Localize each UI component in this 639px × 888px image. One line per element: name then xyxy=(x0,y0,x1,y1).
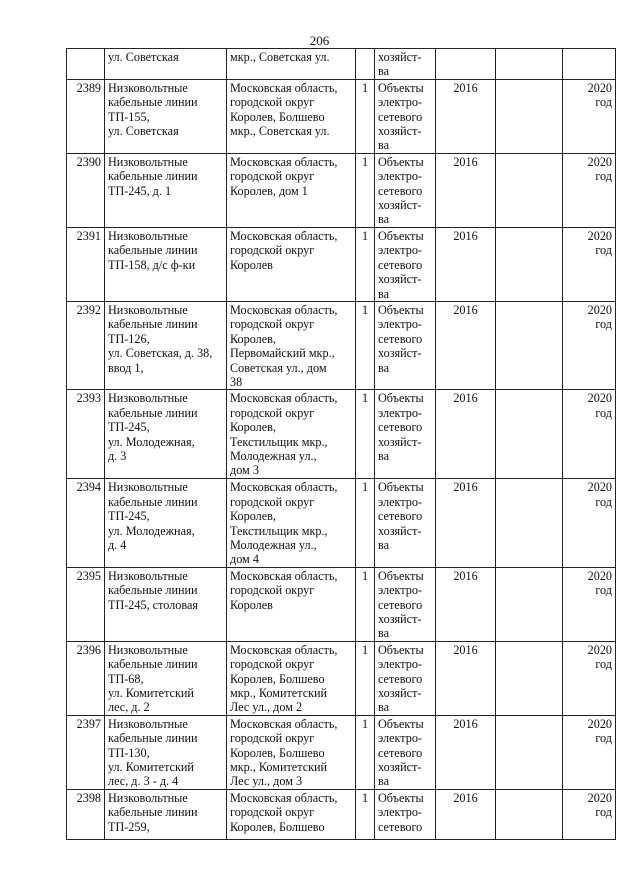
cell-num xyxy=(67,390,105,479)
text-line: Московская область, xyxy=(230,480,338,495)
text-line: сетевого xyxy=(378,509,423,524)
cell-end xyxy=(563,301,616,389)
cell-type xyxy=(375,641,436,715)
text-line: Королев, Болшево xyxy=(230,109,325,124)
cell-type xyxy=(375,715,436,789)
text-line: 2390 xyxy=(76,154,101,169)
text-line: ва xyxy=(378,286,390,301)
cell-year xyxy=(436,567,496,641)
text-line: городской округ xyxy=(230,169,315,184)
text-line: кабельные линии xyxy=(108,731,198,746)
text-line: кабельные линии xyxy=(108,583,198,598)
cell-address xyxy=(227,153,356,227)
text-line: 2016 xyxy=(453,391,478,406)
cell-empty xyxy=(496,641,563,715)
text-line: 2397 xyxy=(76,716,101,731)
text-line: мкр., Комитетский xyxy=(230,686,328,701)
cell-name xyxy=(105,301,227,389)
cell-num xyxy=(67,79,105,153)
text-line: городской округ xyxy=(230,317,315,332)
text-line: кабельные линии xyxy=(108,805,198,820)
cell-year xyxy=(436,390,496,479)
text-line: ТП-155, xyxy=(108,109,150,124)
text-line: городской округ xyxy=(230,95,315,110)
text-line: ва xyxy=(378,774,390,789)
text-line: 2020 xyxy=(587,642,612,657)
text-line: Московская область, xyxy=(230,790,338,805)
text-line: электро- xyxy=(378,731,422,746)
text-line: хозяйст- xyxy=(378,523,422,538)
cell-address xyxy=(227,641,356,715)
text-line: ул. Молодежная, xyxy=(108,434,195,449)
cell-year xyxy=(436,641,496,715)
cell-qty xyxy=(356,301,375,389)
text-line: Низковольтные xyxy=(108,154,188,169)
text-line: Московская область, xyxy=(230,642,338,657)
text-line: год xyxy=(595,95,612,110)
text-line: Королев xyxy=(230,597,273,612)
text-line: электро- xyxy=(378,657,422,672)
cell-num xyxy=(67,153,105,227)
text-line: сетевого xyxy=(378,671,423,686)
text-line: электро- xyxy=(378,317,422,332)
text-line: Московская область, xyxy=(230,302,338,317)
text-line: электро- xyxy=(378,805,422,820)
text-line: мкр., Советская ул. xyxy=(230,124,330,139)
text-line: ТП-245, столовая xyxy=(108,597,198,612)
text-line: кабельные линии xyxy=(108,317,198,332)
text-line: 2392 xyxy=(76,302,101,317)
text-line: Объекты xyxy=(378,568,424,583)
cell-empty xyxy=(496,715,563,789)
text-line: Советская ул., дом xyxy=(230,360,327,375)
cell-type xyxy=(375,79,436,153)
text-line: 2020 xyxy=(587,302,612,317)
cell-type xyxy=(375,479,436,567)
text-line: ТП-245, xyxy=(108,509,150,524)
text-line: Низковольтные xyxy=(108,716,188,731)
table-row xyxy=(67,227,616,301)
text-line: 2016 xyxy=(453,80,478,95)
text-line: 2020 xyxy=(587,480,612,495)
text-line: мкр., Комитетский xyxy=(230,760,328,775)
text-line: 2020 xyxy=(587,154,612,169)
text-line: Объекты xyxy=(378,80,424,95)
text-line: Королев, Болшево xyxy=(230,819,325,834)
table-row xyxy=(67,641,616,715)
text-line: сетевого xyxy=(378,109,423,124)
cell-year xyxy=(436,79,496,153)
text-line: 2016 xyxy=(453,228,478,243)
text-line: ул. Советская xyxy=(108,124,179,139)
text-line: 2016 xyxy=(453,480,478,495)
text-line: ТП-68, xyxy=(108,671,144,686)
text-line: Низковольтные xyxy=(108,391,188,406)
cell-empty xyxy=(496,153,563,227)
cell-address xyxy=(227,79,356,153)
text-line: ул. Советская, д. 38, xyxy=(108,346,213,361)
cell-end xyxy=(563,567,616,641)
text-line: сетевого xyxy=(378,331,423,346)
cell-empty xyxy=(496,301,563,389)
text-line: электро- xyxy=(378,169,422,184)
text-line: сетевого xyxy=(378,819,423,834)
text-line: 2016 xyxy=(453,568,478,583)
text-line: Лес ул., дом 3 xyxy=(230,774,303,789)
text-line: 1 xyxy=(361,228,369,243)
text-line: 1 xyxy=(361,568,369,583)
text-line: 2020 xyxy=(587,568,612,583)
cell-name xyxy=(105,789,227,839)
cell-year xyxy=(436,153,496,227)
continuation-row xyxy=(67,49,616,80)
text-line: Королев, дом 1 xyxy=(230,183,308,198)
cell-address xyxy=(227,49,356,80)
cell-empty xyxy=(496,789,563,839)
table-row xyxy=(67,789,616,839)
cell-end xyxy=(563,641,616,715)
table-row xyxy=(67,567,616,641)
cell-qty xyxy=(356,227,375,301)
cell-year xyxy=(436,49,496,80)
cell-end xyxy=(563,153,616,227)
text-line: Низковольтные xyxy=(108,480,188,495)
cell-name xyxy=(105,715,227,789)
text-line: 2016 xyxy=(453,790,478,805)
text-line: городской округ xyxy=(230,243,315,258)
cell-address xyxy=(227,301,356,389)
cell-type xyxy=(375,227,436,301)
text-line: хозяйст- xyxy=(378,612,422,626)
text-line: ва xyxy=(378,537,390,552)
text-line: Объекты xyxy=(378,154,424,169)
cell-empty xyxy=(496,390,563,479)
text-line: хозяйст- xyxy=(378,272,422,287)
text-line: кабельные линии xyxy=(108,657,198,672)
text-line: хозяйст- xyxy=(378,686,422,701)
text-line: 1 xyxy=(361,790,369,805)
text-line: дом 3 xyxy=(230,463,259,478)
table-row xyxy=(67,79,616,153)
text-line: Королев, xyxy=(230,509,276,524)
text-line: ва xyxy=(378,212,390,227)
cell-type xyxy=(375,49,436,80)
text-line: электро- xyxy=(378,243,422,258)
text-line: 2020 xyxy=(587,391,612,406)
text-line: городской округ xyxy=(230,657,315,672)
text-line: Низковольтные xyxy=(108,80,188,95)
text-line: год xyxy=(595,169,612,184)
cell-year xyxy=(436,301,496,389)
cell-num xyxy=(67,567,105,641)
text-line: Текстильщик мкр., xyxy=(230,434,328,449)
text-line: ва xyxy=(378,626,390,641)
text-line: кабельные линии xyxy=(108,494,198,509)
text-line: 1 xyxy=(361,716,369,731)
text-line: 2016 xyxy=(453,154,478,169)
cell-end xyxy=(563,789,616,839)
text-line: ва xyxy=(378,700,390,715)
text-line: 2020 xyxy=(587,716,612,731)
cell-empty xyxy=(496,479,563,567)
cell-qty xyxy=(356,567,375,641)
text-line: Объекты xyxy=(378,228,424,243)
text-line: сетевого xyxy=(378,420,423,435)
table-row xyxy=(67,153,616,227)
text-line: д. 4 xyxy=(108,537,127,552)
text-line: Объекты xyxy=(378,790,424,805)
text-line: 2020 xyxy=(587,228,612,243)
text-line: 1 xyxy=(361,642,369,657)
text-line: ТП-245, xyxy=(108,420,150,435)
text-line: ул. Комитетский xyxy=(108,760,194,775)
text-line: 2398 xyxy=(76,790,101,805)
text-line: Низковольтные xyxy=(108,790,188,805)
table-row xyxy=(67,301,616,389)
text-line: мкр., Советская ул. xyxy=(230,50,330,64)
text-line: 2016 xyxy=(453,302,478,317)
cell-address xyxy=(227,789,356,839)
text-line: год xyxy=(595,494,612,509)
text-line: 2020 xyxy=(587,790,612,805)
text-line: Объекты xyxy=(378,480,424,495)
cell-year xyxy=(436,479,496,567)
cell-end xyxy=(563,479,616,567)
text-line: ул. Молодежная, xyxy=(108,523,195,538)
text-line: ТП-126, xyxy=(108,331,150,346)
cell-address xyxy=(227,567,356,641)
cell-year xyxy=(436,715,496,789)
text-line: год xyxy=(595,405,612,420)
text-line: кабельные линии xyxy=(108,95,198,110)
text-line: Королев, xyxy=(230,420,276,435)
cell-end xyxy=(563,715,616,789)
text-line: городской округ xyxy=(230,731,315,746)
text-line: лес, д. 3 - д. 4 xyxy=(108,774,179,789)
registry-table xyxy=(66,48,616,840)
text-line: ул. Советская xyxy=(108,50,179,64)
cell-type xyxy=(375,789,436,839)
cell-qty xyxy=(356,390,375,479)
cell-address xyxy=(227,715,356,789)
text-line: 2395 xyxy=(76,568,101,583)
text-line: Московская область, xyxy=(230,228,338,243)
text-line: электро- xyxy=(378,95,422,110)
text-line: хозяйст- xyxy=(378,760,422,775)
text-line: хозяйст- xyxy=(378,50,422,64)
text-line: год xyxy=(595,657,612,672)
cell-qty xyxy=(356,641,375,715)
text-line: Королев, Болшево xyxy=(230,671,325,686)
text-line: городской округ xyxy=(230,805,315,820)
cell-num xyxy=(67,789,105,839)
text-line: ва xyxy=(378,138,390,153)
text-line: Королев, xyxy=(230,331,276,346)
text-line: ТП-245, д. 1 xyxy=(108,183,172,198)
cell-name xyxy=(105,641,227,715)
text-line: 2016 xyxy=(453,716,478,731)
text-line: 2394 xyxy=(76,480,101,495)
text-line: д. 3 xyxy=(108,448,127,463)
text-line: Московская область, xyxy=(230,568,338,583)
cell-name xyxy=(105,153,227,227)
text-line: 1 xyxy=(361,302,369,317)
cell-empty xyxy=(496,227,563,301)
text-line: год xyxy=(595,805,612,820)
cell-num xyxy=(67,49,105,80)
text-line: Московская область, xyxy=(230,80,338,95)
cell-end xyxy=(563,49,616,80)
cell-qty xyxy=(356,79,375,153)
text-line: 2391 xyxy=(76,228,101,243)
cell-type xyxy=(375,153,436,227)
text-line: городской округ xyxy=(230,405,315,420)
cell-qty xyxy=(356,49,375,80)
text-line: Низковольтные xyxy=(108,568,188,583)
text-line: хозяйст- xyxy=(378,346,422,361)
cell-address xyxy=(227,390,356,479)
cell-type xyxy=(375,301,436,389)
text-line: хозяйст- xyxy=(378,198,422,213)
text-line: Первомайский мкр., xyxy=(230,346,335,361)
cell-qty xyxy=(356,789,375,839)
text-line: Низковольтные xyxy=(108,302,188,317)
text-line: 2020 xyxy=(587,80,612,95)
text-line: ТП-158, д/с ф-ки xyxy=(108,257,196,272)
cell-empty xyxy=(496,49,563,80)
cell-qty xyxy=(356,715,375,789)
text-line: Королев xyxy=(230,257,273,272)
text-line: 2389 xyxy=(76,80,101,95)
text-line: Московская область, xyxy=(230,391,338,406)
text-line: 1 xyxy=(361,154,369,169)
cell-year xyxy=(436,789,496,839)
text-line: Молодежная ул., xyxy=(230,537,317,552)
table-row xyxy=(67,479,616,567)
text-line: год xyxy=(595,731,612,746)
cell-end xyxy=(563,227,616,301)
cell-empty xyxy=(496,567,563,641)
text-line: кабельные линии xyxy=(108,243,198,258)
cell-name xyxy=(105,49,227,80)
text-line: 1 xyxy=(361,480,369,495)
text-line: ул. Комитетский xyxy=(108,686,194,701)
cell-name xyxy=(105,567,227,641)
text-line: Низковольтные xyxy=(108,642,188,657)
text-line: 38 xyxy=(230,374,243,389)
text-line: ввод 1, xyxy=(108,360,144,375)
cell-address xyxy=(227,227,356,301)
cell-name xyxy=(105,479,227,567)
text-line: 2016 xyxy=(453,642,478,657)
text-line: год xyxy=(595,243,612,258)
cell-num xyxy=(67,641,105,715)
cell-qty xyxy=(356,153,375,227)
table-row xyxy=(67,715,616,789)
text-line: электро- xyxy=(378,583,422,598)
cell-end xyxy=(563,79,616,153)
text-line: Объекты xyxy=(378,391,424,406)
cell-address xyxy=(227,479,356,567)
text-line: Московская область, xyxy=(230,154,338,169)
text-line: дом 4 xyxy=(230,552,259,567)
text-line: Королев, Болшево xyxy=(230,745,325,760)
text-line: Объекты xyxy=(378,642,424,657)
table-row xyxy=(67,390,616,479)
text-line: Молодежная ул., xyxy=(230,448,317,463)
cell-num xyxy=(67,301,105,389)
text-line: год xyxy=(595,583,612,598)
cell-num xyxy=(67,715,105,789)
cell-end xyxy=(563,390,616,479)
cell-name xyxy=(105,227,227,301)
cell-type xyxy=(375,390,436,479)
text-line: хозяйст- xyxy=(378,434,422,449)
cell-num xyxy=(67,227,105,301)
cell-name xyxy=(105,390,227,479)
text-line: Московская область, xyxy=(230,716,338,731)
text-line: хозяйст- xyxy=(378,124,422,139)
text-line: городской округ xyxy=(230,583,315,598)
registry-body xyxy=(67,49,616,840)
text-line: ва xyxy=(378,64,390,79)
text-line: ТП-130, xyxy=(108,745,150,760)
text-line: городской округ xyxy=(230,494,315,509)
text-line: Низковольтные xyxy=(108,228,188,243)
text-line: ва xyxy=(378,360,390,375)
cell-num xyxy=(67,479,105,567)
text-line: сетевого xyxy=(378,183,423,198)
text-line: электро- xyxy=(378,494,422,509)
text-line: сетевого xyxy=(378,257,423,272)
cell-qty xyxy=(356,479,375,567)
page-number: 206 xyxy=(309,33,330,48)
cell-name xyxy=(105,79,227,153)
text-line: 1 xyxy=(361,391,369,406)
text-line: ва xyxy=(378,448,390,463)
cell-empty xyxy=(496,79,563,153)
text-line: ТП-259, xyxy=(108,819,150,834)
text-line: 2396 xyxy=(76,642,101,657)
text-line: лес, д. 2 xyxy=(108,700,150,715)
text-line: Объекты xyxy=(378,302,424,317)
text-line: Текстильщик мкр., xyxy=(230,523,328,538)
text-line: сетевого xyxy=(378,745,423,760)
text-line: Лес ул., дом 2 xyxy=(230,700,303,715)
cell-type xyxy=(375,567,436,641)
cell-year xyxy=(436,227,496,301)
text-line: электро- xyxy=(378,405,422,420)
text-line: Объекты xyxy=(378,716,424,731)
text-line: сетевого xyxy=(378,597,423,612)
text-line: кабельные линии xyxy=(108,169,198,184)
text-line: 2393 xyxy=(76,391,101,406)
text-line: 1 xyxy=(361,80,369,95)
text-line: кабельные линии xyxy=(108,405,198,420)
text-line: год xyxy=(595,317,612,332)
